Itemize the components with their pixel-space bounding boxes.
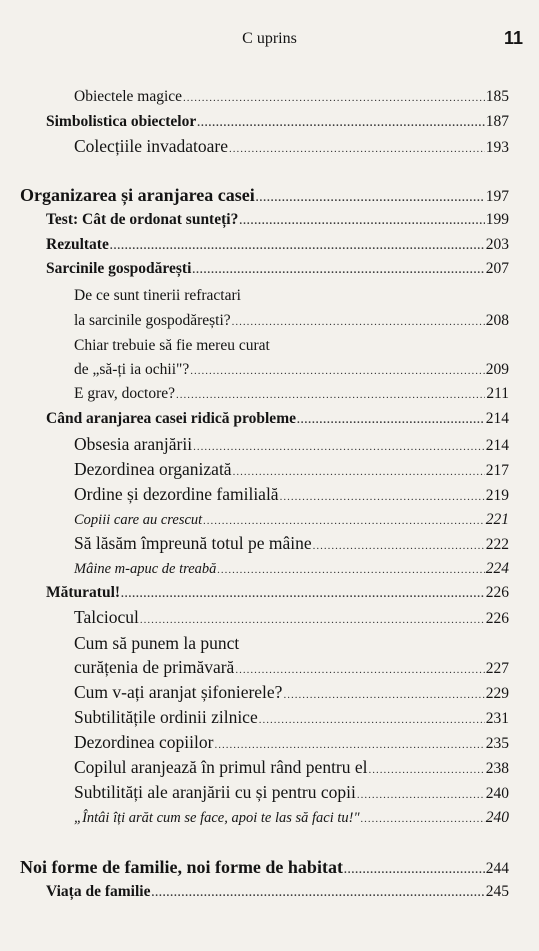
toc-entry-title: Copiii care au crescut — [74, 512, 203, 528]
toc-entry-page: 222 — [485, 536, 509, 553]
toc-entry-page: 185 — [485, 88, 509, 105]
leader-dots — [239, 215, 484, 227]
leader-dots — [233, 466, 485, 478]
toc-entry-title: Sarcinile gospodărești — [46, 260, 192, 277]
toc-entry-page: 235 — [485, 735, 509, 752]
toc-entry — [46, 883, 509, 901]
toc-entry — [74, 434, 509, 455]
toc-entry — [74, 385, 509, 403]
toc-entry-page: 211 — [486, 385, 509, 402]
toc-entry-page: 240 — [485, 785, 509, 802]
toc-entry-title: curățenia de primăvară — [74, 657, 235, 677]
running-title: C uprins — [242, 30, 297, 47]
toc-entry — [74, 484, 509, 505]
toc-entry-page: 244 — [485, 860, 509, 877]
page-number: 11 — [503, 28, 523, 48]
toc-entry-page: 231 — [485, 710, 509, 727]
toc-entry — [74, 560, 509, 578]
toc-entry-page: 203 — [485, 236, 509, 253]
toc-entry-page: 226 — [485, 584, 509, 601]
leader-dots — [259, 714, 485, 726]
toc-entry-title: Colecțiile invadatoare — [74, 136, 229, 156]
toc-entry-title: De ce sunt tinerii refractari — [74, 287, 241, 304]
leader-dots — [313, 540, 485, 552]
toc-entry — [74, 511, 509, 529]
toc-entry-title: Dezordinea copiilor — [74, 732, 214, 752]
toc-entry-page: 227 — [485, 660, 509, 677]
toc-entry-title: E grav, doctore? — [74, 385, 175, 402]
leader-dots — [151, 887, 484, 899]
toc-entry-title: Rezultate — [46, 236, 109, 253]
leader-dots — [214, 739, 484, 751]
toc-entry-title: Cum v-ați aranjat șifonierele? — [74, 682, 283, 702]
toc-entry — [74, 757, 509, 778]
toc-entry-page: 214 — [485, 437, 509, 454]
toc-entry — [74, 809, 509, 827]
toc-entry-title: Măturatul! — [46, 584, 121, 601]
toc-entry-page: 214 — [485, 410, 509, 427]
toc-entry-page: 240 — [485, 809, 509, 826]
toc-entry — [74, 287, 509, 305]
toc-entry-page: 245 — [485, 883, 509, 900]
toc-entry-title: Ordine și dezordine familială — [74, 484, 279, 504]
toc-entry-page: 219 — [485, 487, 509, 504]
toc-entry-page: 221 — [485, 511, 509, 528]
toc-entry-title: Mâine m-apuc de treabă — [74, 561, 217, 577]
toc-entry-page: 193 — [485, 139, 509, 156]
leader-dots — [183, 92, 485, 104]
toc-entry-title: Simbolistica obiectelor — [46, 113, 197, 130]
toc-entry — [74, 732, 509, 753]
leader-dots — [235, 664, 484, 676]
toc-chapter — [20, 185, 509, 206]
leader-dots — [256, 192, 485, 204]
leader-dots — [217, 564, 484, 576]
toc-entry — [46, 260, 509, 278]
toc-entry — [46, 236, 509, 254]
toc-entry — [74, 607, 509, 628]
toc-entry — [46, 410, 509, 428]
toc-entry-title: la sarcinile gospodărești? — [74, 312, 231, 329]
toc-entry-title: Viața de familie — [46, 883, 151, 900]
toc-entry — [74, 707, 509, 728]
leader-dots — [344, 864, 485, 876]
toc-entry — [74, 657, 509, 678]
leader-dots — [361, 813, 485, 825]
toc-entry-page: 229 — [485, 685, 509, 702]
toc-entry — [74, 782, 509, 803]
toc-entry-title: Test: Cât de ordonat sunteți? — [46, 211, 239, 228]
leader-dots — [229, 143, 485, 155]
toc-entry — [74, 459, 509, 480]
toc-entry-page: 238 — [485, 760, 509, 777]
toc-entry-title: Obsesia aranjării — [74, 434, 193, 454]
leader-dots — [176, 389, 485, 401]
leader-dots — [283, 689, 484, 701]
toc-entry-title: de „să-ți ia ochii"? — [74, 361, 190, 378]
toc-entry — [74, 361, 509, 379]
toc-entry-page: 209 — [485, 361, 509, 378]
leader-dots — [192, 264, 484, 276]
leader-dots — [193, 441, 485, 453]
toc-entry-title: Când aranjarea casei ridică probleme — [46, 410, 296, 427]
toc-entry — [74, 88, 509, 106]
toc-entry — [46, 113, 509, 131]
leader-dots — [297, 414, 485, 426]
leader-dots — [232, 316, 485, 328]
toc-entry-title: Obiectele magice — [74, 88, 183, 105]
toc-entry — [46, 211, 509, 229]
toc-entry-page: 207 — [485, 260, 509, 277]
toc-entry-page: 208 — [485, 312, 509, 329]
toc-entry-title: Chiar trebuie să fie mereu curat — [74, 337, 270, 354]
leader-dots — [121, 588, 485, 600]
leader-dots — [203, 515, 485, 527]
leader-dots — [357, 789, 485, 801]
toc-entry-title: Cum să punem la punct — [74, 633, 240, 653]
toc-entry-page: 224 — [485, 560, 509, 577]
toc-entry-title: Să lăsăm împreună totul pe mâine — [74, 533, 312, 553]
leader-dots — [190, 365, 485, 377]
toc-entry — [74, 312, 509, 330]
toc-entry-title: „Întâi îți arăt cum se face, apoi te las să faci tu!" — [74, 810, 360, 826]
leader-dots — [140, 614, 485, 626]
toc-entry-page: 226 — [485, 610, 509, 627]
toc-entry-page: 197 — [485, 188, 509, 205]
toc-entry-title: Subtilități ale aranjării cu și pentru copii — [74, 782, 356, 802]
toc-entry-title: Copilul aranjează în primul rând pentru el — [74, 757, 368, 777]
toc-entry — [74, 682, 509, 703]
toc-entry-page: 217 — [485, 462, 509, 479]
leader-dots — [197, 117, 485, 129]
leader-dots — [110, 240, 485, 252]
toc-entry — [74, 533, 509, 554]
leader-dots — [369, 764, 485, 776]
toc-chapter — [20, 857, 509, 878]
toc-entry — [74, 136, 509, 157]
toc-entry — [46, 584, 509, 602]
toc-entry-title: Talciocul — [74, 607, 139, 627]
toc-entry-page: 187 — [485, 113, 509, 130]
toc-entry-title: Dezordinea organizată — [74, 459, 232, 479]
toc-chapter-title: Organizarea și aranjarea casei — [20, 185, 255, 205]
toc-entry — [74, 337, 509, 355]
toc-entry — [74, 633, 509, 654]
toc-chapter-title: Noi forme de familie, noi forme de habitat — [20, 857, 343, 877]
toc-entry-page: 199 — [485, 211, 509, 228]
leader-dots — [280, 491, 485, 503]
toc-entry-title: Subtilitățile ordinii zilnice — [74, 707, 258, 727]
